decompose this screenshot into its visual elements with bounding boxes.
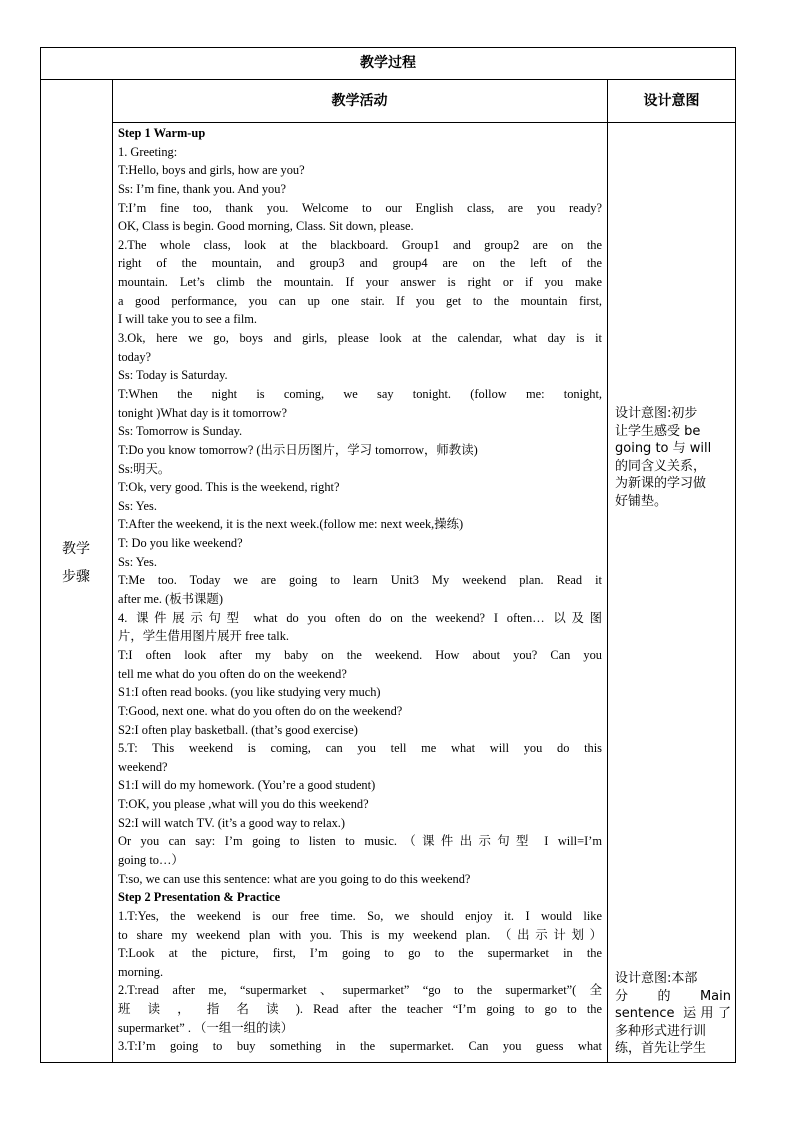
table-rule xyxy=(112,122,736,123)
activity-line: Ss: Yes. xyxy=(118,554,157,569)
activity-line: T:Me too. Today we are going to learn Unit3 My weekend plan. Read it xyxy=(118,573,602,588)
activity-line: 4. 课件展示句型 what do you often do on the weekend? I often… 以及图 xyxy=(118,610,602,625)
activity-line: Ss: I’m fine, thank you. And you? xyxy=(118,181,286,196)
intent-line: 练，首先让学生 xyxy=(615,1041,707,1056)
activity-line: S2:I often play basketball. (that’s good exercise) xyxy=(118,722,358,737)
activity-line: right of the mountain, and group3 and group4 are on the left of the xyxy=(118,256,602,271)
activity-line: T:Look at the picture, first, I’m going to go to the supermarket in the xyxy=(118,946,602,961)
activity-line: T:After the weekend, it is the next week.(follow me: next week,操练) xyxy=(118,517,464,532)
step-heading: Step 1 Warm-up xyxy=(118,126,206,140)
activity-line: morning. xyxy=(118,964,164,979)
activity-line: tell me what do you often do on the weekend? xyxy=(118,666,347,681)
activity-line: tonight )What day is it tomorrow? xyxy=(118,405,287,420)
intent-line: sentence 运用了 xyxy=(615,1006,731,1021)
activity-line: T:Hello, boys and girls, how are you? xyxy=(118,163,305,178)
activity-line: I will take you to see a film. xyxy=(118,312,258,327)
activity-content xyxy=(118,124,602,1062)
activity-line: 3.Ok, here we go, boys and girls, please look at the calendar, what day is it xyxy=(118,331,602,346)
activity-line: Ss:明天。 xyxy=(118,461,171,476)
intent-line: going to 与 will xyxy=(615,441,712,456)
intent-line: 设计意图:本部 xyxy=(615,971,698,986)
design-intent-2 xyxy=(615,970,731,1058)
activity-line: mountain. Let’s climb the mountain. If your answer is right or if you make xyxy=(118,275,602,290)
design-intent-1 xyxy=(615,405,731,510)
activity-line: S1:I will do my homework. (You’re a good student) xyxy=(118,778,376,793)
activity-line: 3.T:I’m going to buy something in the supermarket. Can you guess what xyxy=(118,1039,602,1054)
activity-line: a good performance, you can up one stair. If you get to the mountain first, xyxy=(118,293,602,308)
activity-line: T:I often look after my baby on the weekend. How about you? Can you xyxy=(118,647,602,662)
activity-line: S2:I will watch TV. (it’s a good way to relax.) xyxy=(118,815,346,830)
activity-line: T:I’m fine too, thank you. Welcome to our English class, are you ready? xyxy=(118,200,602,215)
activity-line: T:Ok, very good. This is the weekend, right? xyxy=(118,480,340,495)
intent-line: 设计意图:初步 xyxy=(615,406,698,421)
activity-line: Ss: Today is Saturday. xyxy=(118,368,228,383)
activity-line: T:Good, next one. what do you often do on the weekend? xyxy=(118,703,403,718)
activity-line: T:When the night is coming, we say tonight. (follow me: tonight, xyxy=(118,386,602,401)
activity-line: 2.T:read after me, “supermarket 、supermarket” “go to the supermarket”( 全 xyxy=(118,983,602,998)
intent-line: 多种形式进行训 xyxy=(615,1023,707,1039)
intent-line: 分 的 Main xyxy=(615,988,731,1004)
activity-line: T:Do you know tomorrow? (出示日历图片，学习 tomorrow，师教读) xyxy=(118,442,478,457)
activity-line: T: Do you like weekend? xyxy=(118,536,243,551)
intent-line: 让学生感受 be xyxy=(615,423,701,439)
activity-line: going to…） xyxy=(118,852,184,867)
step-heading: Step 2 Presentation & Practice xyxy=(118,890,281,905)
activity-line: to share my weekend plan with you. This is my weekend plan. （出示计划） xyxy=(118,927,602,942)
table-rule xyxy=(112,79,113,1063)
activity-line: T:OK, you please ,what will you do this weekend? xyxy=(118,797,369,812)
activity-line: 1.T:Yes, the weekend is our free time. So, we should enjoy it. I would like xyxy=(118,908,602,923)
table-rule xyxy=(607,79,608,1063)
activity-line: T:so, we can use this sentence: what are you going to do this weekend? xyxy=(118,871,471,886)
activity-line: 5.T: This weekend is coming, can you tell me what will you do this xyxy=(118,741,602,756)
intent-line: 的同含义关系， xyxy=(615,458,707,474)
activity-line: 2.The whole class, look at the blackboard. Group1 and group2 are on the xyxy=(118,237,602,252)
activity-line: 片，学生借用图片展开 free talk. xyxy=(118,629,290,644)
activity-line: Or you can say: I’m going to listen to music.（课件出示句型 I will=I’m xyxy=(118,834,602,849)
intent-line: 为新课的学习做 xyxy=(615,476,707,491)
activity-line: after me. (板书课题) xyxy=(118,592,223,607)
row-label xyxy=(40,535,112,591)
intent-header: 设计意图 xyxy=(643,93,700,109)
activity-line: today? xyxy=(118,349,152,364)
activity-line: Ss: Tomorrow is Sunday. xyxy=(118,424,243,439)
activity-line: 1. Greeting: xyxy=(118,144,178,159)
row-label-line: 步骤 xyxy=(62,569,90,585)
table-title: 教学过程 xyxy=(360,55,416,71)
activity-header: 教学活动 xyxy=(331,93,388,109)
activity-line: weekend? xyxy=(118,759,168,774)
activity-line: S1:I often read books. (you like studying very much) xyxy=(118,685,381,700)
intent-line: 好铺垫。 xyxy=(615,493,668,509)
activity-line: OK, Class is begin. Good morning, Class. Sit down, please. xyxy=(118,219,414,234)
row-label-line: 教学 xyxy=(62,541,90,557)
activity-line: Ss: Yes. xyxy=(118,498,157,513)
activity-line: 班 读 ， 指 名 读 ). Read after the teacher “I’m going to go to the xyxy=(118,1002,602,1017)
activity-line: supermarket” . （一组一组的读） xyxy=(118,1020,294,1035)
